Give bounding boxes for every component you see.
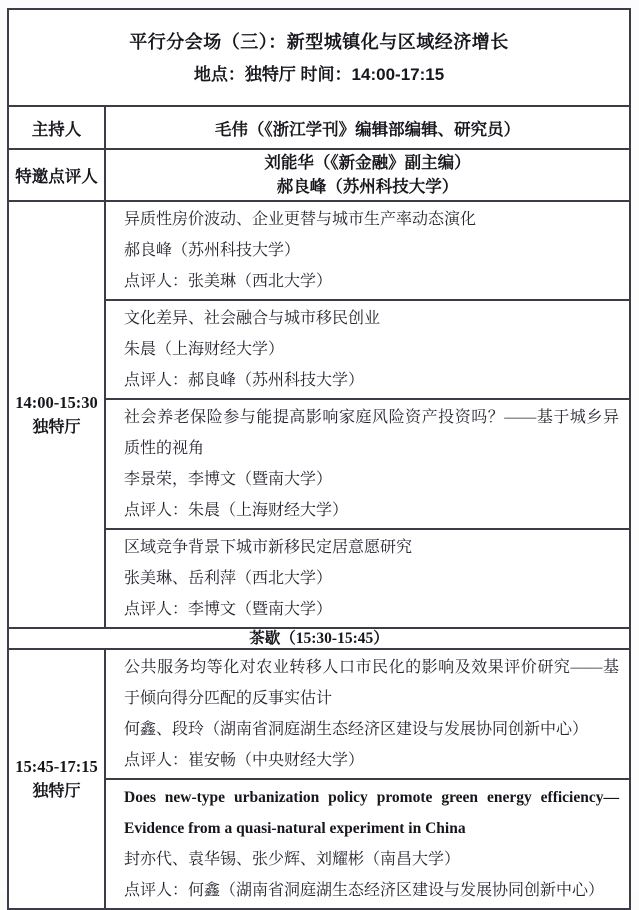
host-row <box>8 106 630 149</box>
paper-discussant: 点评人：崔安畅（中央财经大学） <box>124 752 365 769</box>
paper-authors: 封亦代、袁华锡、张少辉、刘耀彬（南昌大学） <box>124 851 461 868</box>
session1-venue: 独特厅 <box>32 418 81 436</box>
commentators-label: 特邀点评人 <box>8 149 105 201</box>
paper-row <box>8 201 630 300</box>
paper-title: Does new-type urbanization policy promote green energy efficiency—Evidence from a quasi-natural experiment in China <box>124 789 619 837</box>
tea-break-row <box>8 628 630 649</box>
paper-cell <box>105 529 630 628</box>
paper-cell <box>105 201 630 300</box>
paper-discussant: 点评人：朱晨（上海财经大学） <box>124 502 349 519</box>
paper-cell <box>105 649 630 779</box>
commentators-value <box>105 149 630 201</box>
paper-title: 公共服务均等化对农业转移人口市民化的影响及效果评价研究——基于倾向得分匹配的反事实估计 <box>124 659 619 707</box>
schedule-table <box>7 8 631 910</box>
session-location-time: 地点：独特厅 时间：14:00-17:15 <box>193 64 445 84</box>
session1-time: 14:00-15:30 <box>15 392 98 412</box>
paper-discussant: 点评人：何鑫（湖南省洞庭湖生态经济区建设与发展协同创新中心） <box>124 882 605 899</box>
paper-authors: 李景荣，李博文（暨南大学） <box>124 471 333 488</box>
session2-venue: 独特厅 <box>32 783 81 800</box>
session2-time-cell <box>8 649 105 909</box>
paper-title: 社会养老保险参与能提高影响家庭风险资产投资吗？——基于城乡异质性的视角 <box>124 409 619 457</box>
paper-row <box>8 649 630 779</box>
tea-break-cell: 茶歇（15:30-15:45） <box>8 628 630 649</box>
paper-title: 区域竞争背景下城市新移民定居意愿研究 <box>124 539 413 556</box>
paper-discussant: 点评人：李博文（暨南大学） <box>124 601 333 618</box>
paper-authors: 朱晨（上海财经大学） <box>124 341 285 358</box>
paper-authors: 郝良峰（苏州科技大学） <box>124 242 301 259</box>
commentators-row <box>8 149 630 201</box>
session-header-cell <box>8 9 630 106</box>
paper-authors: 张美琳、岳利萍（西北大学） <box>124 570 333 587</box>
paper-cell <box>105 779 630 909</box>
paper-title: 文化差异、社会融合与城市移民创业 <box>124 310 381 327</box>
commentator-1: 刘能华（《新金融》副主编） <box>264 154 471 172</box>
host-value: 毛伟（《浙江学刊》编辑部编辑、研究员） <box>105 106 630 149</box>
paper-title: 异质性房价波动、企业更替与城市生产率动态演化 <box>124 211 477 228</box>
session2-time: 15:45-17:15 <box>15 757 98 776</box>
paper-cell <box>105 399 630 529</box>
paper-authors: 何鑫、段玲（湖南省洞庭湖生态经济区建设与发展协同创新中心） <box>124 721 589 738</box>
paper-discussant: 点评人：郝良峰（苏州科技大学） <box>124 372 365 389</box>
paper-cell <box>105 300 630 399</box>
paper-discussant: 点评人：张美琳（西北大学） <box>124 273 333 290</box>
commentator-2: 郝良峰（苏州科技大学） <box>276 178 459 196</box>
header-row <box>8 9 630 106</box>
session1-time-cell <box>8 201 105 628</box>
session-title: 平行分会场（三）：新型城镇化与区域经济增长 <box>129 31 509 52</box>
host-label: 主持人 <box>8 106 105 149</box>
